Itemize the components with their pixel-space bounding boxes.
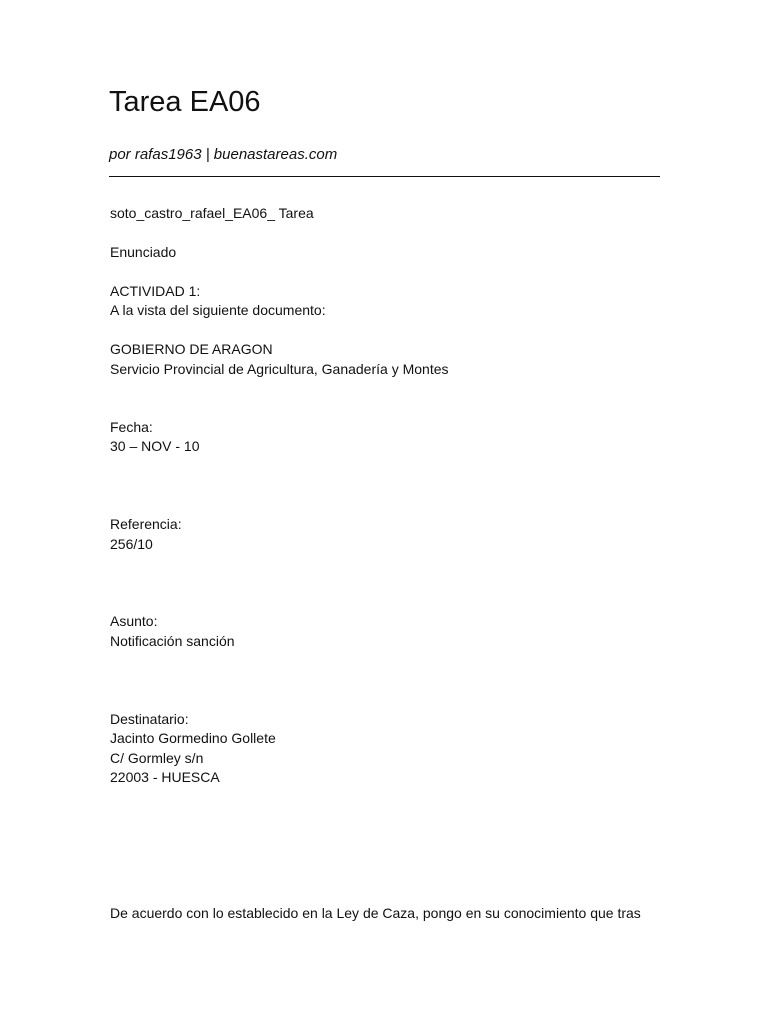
header-divider (109, 176, 660, 177)
date-label: Fecha: (110, 419, 153, 435)
document-name-line: soto_castro_rafael_EA06_ Tarea (110, 205, 314, 221)
subject-value: Notificación sanción (110, 633, 235, 649)
author-byline: por rafas1963 | buenastareas.com (109, 146, 338, 163)
date-value: 30 – NOV - 10 (110, 438, 200, 454)
organization-department: Servicio Provincial de Agricultura, Ganadería y Montes (110, 361, 449, 377)
document-title: Tarea EA06 (109, 86, 261, 118)
recipient-name: Jacinto Gormedino Gollete (110, 730, 276, 746)
subject-label: Asunto: (110, 613, 158, 629)
recipient-city: 22003 - HUESCA (110, 769, 220, 785)
reference-label: Referencia: (110, 516, 182, 532)
section-heading-enunciado: Enunciado (110, 244, 177, 260)
recipient-label: Destinatario: (110, 711, 189, 727)
organization-name: GOBIERNO DE ARAGON (110, 341, 273, 357)
reference-value: 256/10 (110, 536, 153, 552)
body-paragraph-line: De acuerdo con lo establecido en la Ley de Caza, pongo en su conocimiento que tras (110, 905, 641, 921)
recipient-street: C/ Gormley s/n (110, 750, 204, 766)
activity-instruction: A la vista del siguiente documento: (110, 302, 326, 318)
activity-heading: ACTIVIDAD 1: (110, 283, 201, 299)
